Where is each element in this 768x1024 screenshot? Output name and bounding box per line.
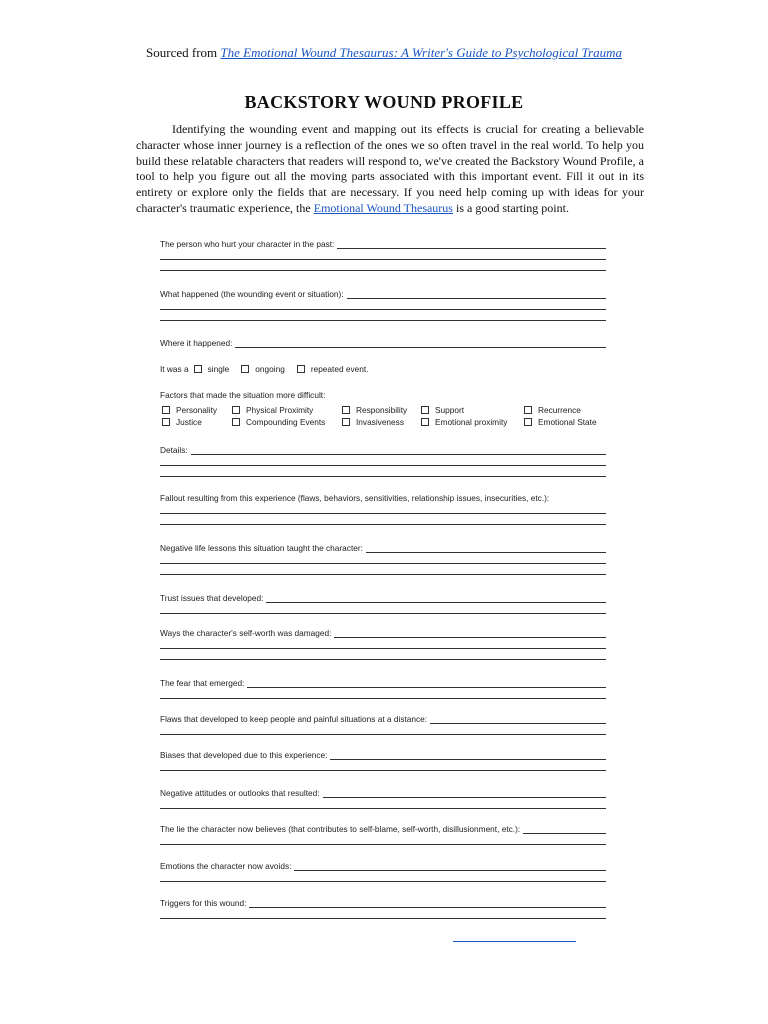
factor-item[interactable] <box>162 417 202 427</box>
checkbox[interactable] <box>421 418 429 426</box>
answer-line[interactable] <box>191 445 606 455</box>
field-triggers <box>160 896 606 919</box>
checkbox[interactable] <box>342 406 350 414</box>
answer-line[interactable] <box>160 299 606 310</box>
answer-line[interactable] <box>160 553 606 564</box>
factor-label: Support <box>435 405 465 415</box>
factor-item[interactable] <box>342 405 407 415</box>
answer-line[interactable] <box>160 564 606 575</box>
answer-line[interactable] <box>266 593 606 603</box>
footer-link-underline[interactable] <box>453 940 576 942</box>
field-flaws <box>160 712 606 735</box>
field-label: The fear that emerged: <box>160 678 245 688</box>
field-attitudes <box>160 786 606 809</box>
field-emotions <box>160 859 606 882</box>
event-type-row <box>160 364 368 374</box>
answer-line[interactable] <box>523 824 606 834</box>
factor-label: Physical Proximity <box>246 405 314 415</box>
answer-line[interactable] <box>160 871 606 882</box>
checkbox-repeated[interactable] <box>297 365 305 373</box>
intro-text: Identifying the wounding event and mapping out its effects is crucial for creating a believable character whose inner journey is a reflection of the ones we so often travel in the real world. To help you build these relatable characters that readers will respond to, we've created the Backstory Wound Profile, a tool to help you figure out all the moving parts associated with this important event. Fill it out in its entirety or explore only the fields that are necessary. If you need help coming up with ideas for your character's traumatic experience, the <box>136 122 644 215</box>
answer-line[interactable] <box>160 249 606 260</box>
factor-item[interactable] <box>232 405 313 415</box>
factor-label: Responsibility <box>356 405 408 415</box>
answer-line[interactable] <box>235 338 606 348</box>
factor-item[interactable] <box>421 417 507 427</box>
factor-label: Personality <box>176 405 218 415</box>
field-what-happened <box>160 287 606 321</box>
factor-label: Invasiveness <box>356 417 404 427</box>
option-label: repeated event. <box>310 364 369 374</box>
field-label: Fallout resulting from this experience (flaws, behaviors, sensitivities, relationship issues, insecurities, etc.): <box>160 493 550 503</box>
field-biases <box>160 748 606 771</box>
factor-item[interactable] <box>421 405 464 415</box>
field-label: Trust issues that developed: <box>160 593 264 603</box>
answer-line[interactable] <box>330 750 606 760</box>
answer-line[interactable] <box>160 514 606 525</box>
answer-line[interactable] <box>247 678 606 688</box>
answer-line[interactable] <box>160 260 606 271</box>
answer-line[interactable] <box>160 649 606 660</box>
field-label: What happened (the wounding event or situation): <box>160 289 344 299</box>
factor-label: Justice <box>176 417 202 427</box>
answer-line[interactable] <box>430 714 606 724</box>
field-where <box>160 336 606 348</box>
field-label: Negative life lessons this situation taught the character: <box>160 543 363 553</box>
event-type-label: It was a <box>160 364 189 374</box>
answer-line[interactable] <box>160 798 606 809</box>
field-self-worth <box>160 626 606 660</box>
checkbox[interactable] <box>524 418 532 426</box>
option-label: single <box>207 364 230 374</box>
factor-label: Emotional State <box>538 417 597 427</box>
answer-line[interactable] <box>160 834 606 845</box>
field-label: Biases that developed due to this experience: <box>160 750 328 760</box>
factor-item[interactable] <box>524 417 597 427</box>
factor-item[interactable] <box>524 405 581 415</box>
answer-line[interactable] <box>160 466 606 477</box>
answer-line[interactable] <box>160 503 606 514</box>
intro-text-end: is a good starting point. <box>452 200 569 215</box>
factor-item[interactable] <box>342 417 404 427</box>
answer-line[interactable] <box>160 638 606 649</box>
factor-label: Recurrence <box>538 405 581 415</box>
checkbox[interactable] <box>162 418 170 426</box>
checkbox[interactable] <box>232 418 240 426</box>
factors-label: Factors that made the situation more difficult: <box>160 390 326 400</box>
answer-line[interactable] <box>160 760 606 771</box>
intro-paragraph <box>136 122 644 217</box>
field-fear <box>160 676 606 699</box>
answer-line[interactable] <box>337 239 606 249</box>
field-person <box>160 237 606 271</box>
field-lessons <box>160 541 606 575</box>
answer-line[interactable] <box>160 603 606 614</box>
source-line <box>0 45 768 61</box>
answer-line[interactable] <box>323 788 606 798</box>
answer-line[interactable] <box>334 628 606 638</box>
answer-line[interactable] <box>294 861 606 871</box>
checkbox-single[interactable] <box>194 365 202 373</box>
field-label: Flaws that developed to keep people and painful situations at a distance: <box>160 714 428 724</box>
field-trust <box>160 591 606 614</box>
checkbox[interactable] <box>421 406 429 414</box>
answer-line[interactable] <box>160 455 606 466</box>
field-label: Emotions the character now avoids: <box>160 861 292 871</box>
option-label: ongoing <box>255 364 285 374</box>
answer-line[interactable] <box>160 724 606 735</box>
answer-line[interactable] <box>160 310 606 321</box>
thesaurus-link[interactable]: Emotional Wound Thesaurus <box>313 200 453 215</box>
factor-item[interactable] <box>162 405 217 415</box>
field-label: Triggers for this wound: <box>160 898 247 908</box>
answer-line[interactable] <box>160 908 606 919</box>
answer-line[interactable] <box>160 688 606 699</box>
answer-line[interactable] <box>366 543 606 553</box>
answer-line[interactable] <box>347 289 606 299</box>
field-label: Details: <box>160 445 188 455</box>
checkbox-ongoing[interactable] <box>241 365 249 373</box>
source-link[interactable]: The Emotional Wound Thesaurus: A Writer's Guide to Psychological Trauma <box>220 45 622 60</box>
field-details <box>160 443 606 477</box>
checkbox[interactable] <box>342 418 350 426</box>
source-prefix: Sourced from <box>146 45 221 60</box>
checkbox[interactable] <box>162 406 170 414</box>
field-label: Ways the character's self-worth was damaged: <box>160 628 332 638</box>
answer-line[interactable] <box>249 898 606 908</box>
field-label: Where it happened: <box>160 338 233 348</box>
factor-item[interactable] <box>232 417 325 427</box>
factor-label: Emotional proximity <box>435 417 508 427</box>
field-label: The person who hurt your character in the past: <box>160 239 335 249</box>
factor-label: Compounding Events <box>246 417 326 427</box>
field-lie <box>160 822 606 845</box>
checkbox[interactable] <box>524 406 532 414</box>
page-title: BACKSTORY WOUND PROFILE <box>244 92 524 112</box>
field-label: The lie the character now believes (that contributes to self-blame, self-worth, disillusionment, etc.): <box>160 824 521 834</box>
field-fallout <box>160 491 606 525</box>
checkbox[interactable] <box>232 406 240 414</box>
field-label: Negative attitudes or outlooks that resulted: <box>160 788 320 798</box>
